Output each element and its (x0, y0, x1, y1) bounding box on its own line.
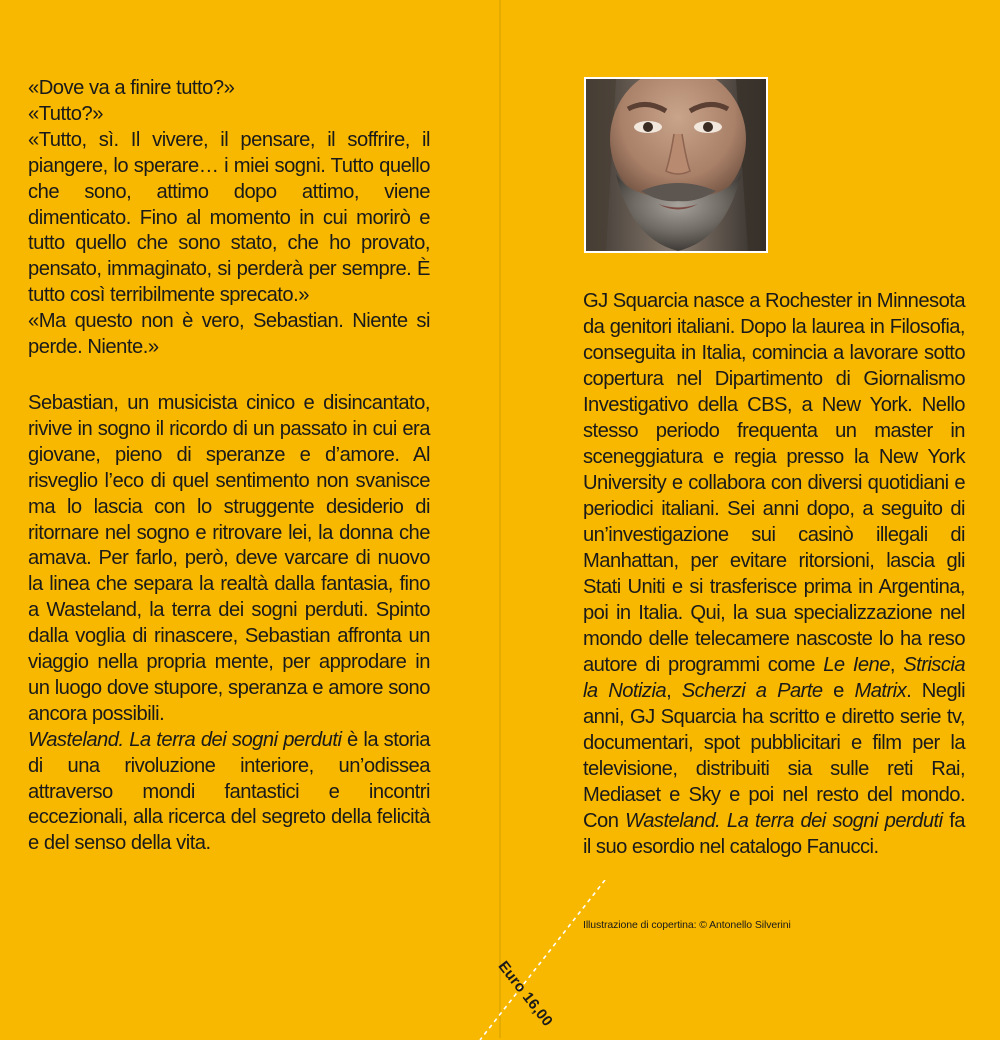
price-label: Euro 16,00 (494, 958, 556, 1030)
closing-paragraph (28, 728, 430, 858)
synopsis-paragraph: Sebastian, un musicista cinico e disincantato, rivive in sogno il ricordo di un passato in cui era giovane, pieno di speranze e d’amore. Al risveglio l’eco di quel sentimento non svanisce ma lo lascia con lo struggente desiderio di ritornare nel sogno e ritrovare lei, la donna che amava. Per farlo, però, deve varcare di nuovo la linea che separa la realtà dalla fantasia, fino a Wasteland, la terra dei sogni perduti. Spinto dalla voglia di rinascere, Sebastian affronta un viaggio nella propria mente, per approdare in un luogo dove stupore, speranza e amore sono ancora possibili. (28, 391, 430, 725)
show-title: Matrix (854, 680, 907, 702)
dialogue-line: «Tutto?» (28, 102, 103, 125)
back-cover-text (28, 76, 430, 857)
book-title: Wasteland. La terra dei sogni perduti (28, 728, 342, 751)
dialogue-line: «Dove va a finire tutto?» (28, 77, 235, 99)
bio-text: . Negli anni, GJ Squarcia ha scritto e diretto serie tv, documentari, spot pubblicitari e film per la televisione, distribuiti sia sulle reti Rai, Mediaset e Sky e poi nel resto del mondo. Con (583, 680, 966, 832)
cover-credit: Illustrazione di copertina: © Antonello Silverini (583, 919, 791, 931)
show-title: Scherzi a Parte (681, 680, 823, 702)
book-title: Wasteland. La terra dei sogni perduti (625, 810, 943, 832)
closing-text: è la storia di una rivoluzione interiore, un’odissea attraverso mondi fantastici e incontri eccezionali, alla ricerca del segreto della felicità e del senso della vita. (28, 728, 430, 855)
bio-text: fa il suo esordio nel catalogo Fanucci. (583, 810, 965, 858)
cut-line (420, 880, 620, 1040)
separator: , (666, 680, 682, 702)
bio-text: GJ Squarcia nasce a Rochester in Minnesota da genitori italiani. Dopo la laurea in Filosofia, conseguita in Italia, comincia a lavorare sotto copertura nel Dipartimento di Giornalismo Investigativo della CBS, a New York. Nello stesso periodo frequenta un master in sceneggiatura e regia presso la New York University e collabora con diversi quotidiani e periodici italiani. Sei anni dopo, a seguito di un’investigazione sui casinò illegali di Manhattan, per evitare ritorsioni, lascia gli Stati Uniti e si trasferisce prima in Argentina, poi in Italia. Qui, la sua specializzazione nel mondo delle telecamere nascoste lo ha reso autore di programmi come (583, 290, 965, 676)
dialogue-line: «Ma questo non è vero, Sebastian. Niente si perde. Niente.» (28, 310, 430, 359)
separator: e (822, 680, 855, 702)
bio-paragraph (583, 288, 965, 860)
dialogue-line: «Tutto, sì. Il vivere, il pensare, il soffrire, il piangere, lo sperare… i miei sogni. Tutto quello che sono, attimo dopo attimo, viene dimenticato. Fino al momento in cui morirò e tutto quello che sono stato, che ho provato, pensato, immaginato, si perderà per sempre. È tutto così terribilmente sprecato.» (28, 128, 430, 307)
show-title: Le Iene (823, 654, 890, 676)
separator: , (889, 654, 904, 676)
author-bio (583, 288, 965, 860)
author-photo (584, 77, 768, 253)
show-title: Striscia la Notizia (583, 654, 965, 702)
